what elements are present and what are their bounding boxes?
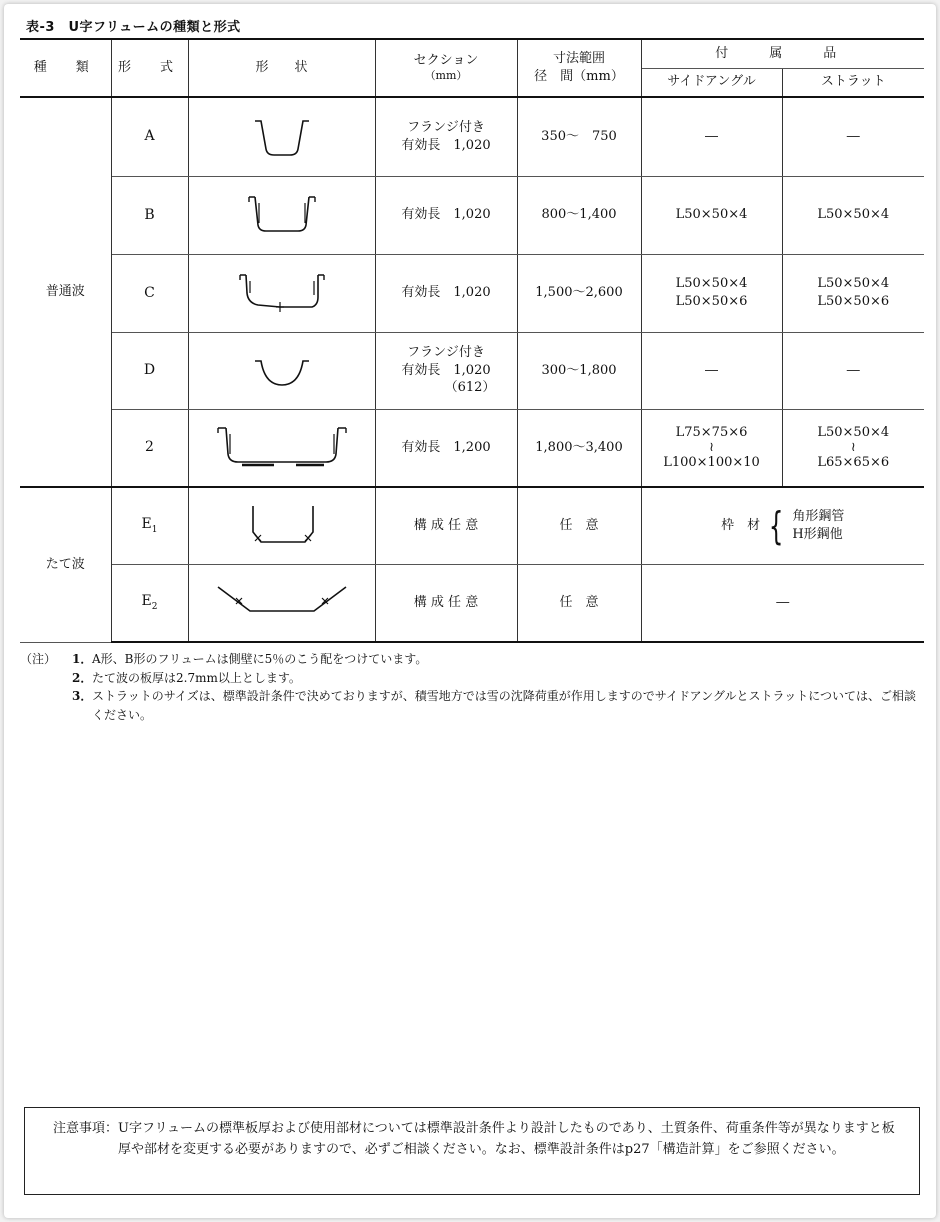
header-range-sub: 径 間（mm） xyxy=(534,69,624,84)
shape-e2-drawing xyxy=(212,581,352,625)
notice-box xyxy=(24,1107,920,1195)
header-strut: ストラット xyxy=(782,68,924,97)
section-a-line2: 有効長 1,020 xyxy=(401,137,491,153)
footnote-1 xyxy=(20,650,924,669)
footnote-1-text: A形、B形のフリュームは側壁に5％のこう配をつけています。 xyxy=(92,652,428,666)
side-angle-a: ― xyxy=(641,97,782,176)
section-2: 有効長 1,200 xyxy=(375,409,517,487)
model-a: A xyxy=(111,97,188,176)
section-d-line3: （612） xyxy=(444,380,496,396)
shape-e2-icon xyxy=(188,564,375,642)
strut-c-2: L50×50×6 xyxy=(817,294,890,309)
footnote-3-text: ストラットのサイズは、標準設計条件で決めておりますが、積雪地方では雪の沈降荷重が作用しますのでサイドアングルとストラットについては、ご相談ください。 xyxy=(92,689,917,722)
frame-option-1: 角形鋼管 xyxy=(792,509,845,525)
range-c: 1,500〜2,600 xyxy=(517,254,641,332)
shape-a-icon xyxy=(188,97,375,176)
section-a-line1: フランジ付き xyxy=(407,120,485,136)
header-side-angle: サイドアングル xyxy=(641,68,782,97)
model-e2: $E_2$ xyxy=(111,564,188,642)
footnote-2 xyxy=(20,669,924,688)
strut-d: ― xyxy=(782,332,924,409)
strut-2-1: L50×50×4 xyxy=(817,425,890,441)
section-b: 有効長 1,020 xyxy=(375,176,517,254)
section-e1: 構 成 任 意 xyxy=(375,487,517,564)
frame-options xyxy=(792,508,844,543)
side-angle-d: ― xyxy=(641,332,782,409)
accessory-e1 xyxy=(641,487,924,564)
section-c: 有効長 1,020 xyxy=(375,254,517,332)
shape-e1-drawing xyxy=(237,502,327,550)
footnote-2-num: 2． xyxy=(72,670,93,685)
side-angle-2-1: L75×75×6 xyxy=(675,425,748,441)
model-c: C xyxy=(111,254,188,332)
section-d xyxy=(375,332,517,409)
side-angle-2-2: L100×100×10 xyxy=(663,454,760,470)
shape-c-drawing xyxy=(232,271,332,315)
shape-c-icon xyxy=(188,254,375,332)
header-shape: 形 状 xyxy=(188,39,375,97)
brace-icon: { xyxy=(768,503,784,548)
shape-a-drawing xyxy=(247,115,317,159)
strut-c-1: L50×50×4 xyxy=(817,276,890,292)
side-angle-c-2: L50×50×6 xyxy=(675,294,748,309)
footnote-1-num: 1． xyxy=(72,652,93,666)
strut-2 xyxy=(782,409,924,487)
section-e2: 構 成 任 意 xyxy=(375,564,517,642)
side-angle-c-1: L50×50×4 xyxy=(675,276,748,292)
shape-d-icon xyxy=(188,332,375,409)
section-a xyxy=(375,97,517,176)
shape-2-icon xyxy=(188,409,375,487)
range-2: 1,800〜3,400 xyxy=(517,409,641,487)
frame-option-2: H形鋼他 xyxy=(792,526,843,542)
frame-label: 枠 材 xyxy=(721,517,761,533)
header-section xyxy=(375,39,517,97)
side-angle-2-range: ≀ xyxy=(709,439,714,455)
page xyxy=(4,4,936,1218)
accessory-e2: ― xyxy=(641,564,924,642)
model-d: D xyxy=(111,332,188,409)
shape-b-icon xyxy=(188,176,375,254)
shape-2-drawing xyxy=(212,424,352,472)
strut-b: L50×50×4 xyxy=(782,176,924,254)
model-e1: $E_1$ xyxy=(111,487,188,564)
model-2: 2 xyxy=(111,409,188,487)
table-caption: 表-3 U字フリュームの種類と形式 xyxy=(26,20,241,35)
strut-2-2: L65×65×6 xyxy=(817,454,890,470)
shape-d-drawing xyxy=(247,351,317,391)
category-normal-wave: 普通波 xyxy=(20,97,111,487)
header-section-label: セクション xyxy=(413,52,479,68)
strut-c xyxy=(782,254,924,332)
footnote-2-text: たて波の板厚は2.7mm以上とします。 xyxy=(92,670,301,685)
range-d: 300〜1,800 xyxy=(517,332,641,409)
footnote-label: （注） xyxy=(20,652,57,666)
footnote-3-num: 3． xyxy=(72,689,93,704)
footnote-3 xyxy=(20,687,924,724)
range-a: 350〜 750 xyxy=(517,97,641,176)
flume-spec-table xyxy=(20,38,924,643)
section-d-line2: 有効長 1,020 xyxy=(401,362,491,378)
notice-text: U字フリュームの標準板厚および使用部材については標準設計条件より設計したものであり、土質条件、荷重条件等が異なりますと板厚や部材を変更する必要がありますので、必ずご相談ください。なお、標準設計条件はp27「構造計算」をご参照ください。 xyxy=(118,1121,895,1158)
side-angle-b: L50×50×4 xyxy=(641,176,782,254)
header-section-unit: （mm） xyxy=(424,69,468,83)
footnotes xyxy=(20,650,924,724)
model-b: B xyxy=(111,176,188,254)
side-angle-c xyxy=(641,254,782,332)
notice-label: 注意事項： xyxy=(53,1121,119,1136)
shape-b-drawing xyxy=(240,193,324,237)
header-type: 種 類 xyxy=(20,39,111,97)
header-accessories: 付 属 品 xyxy=(641,39,924,68)
range-e2: 任 意 xyxy=(517,564,641,642)
side-angle-2 xyxy=(641,409,782,487)
range-b: 800〜1,400 xyxy=(517,176,641,254)
header-form: 形 式 xyxy=(111,39,188,97)
section-d-line1: フランジ付き xyxy=(407,345,485,361)
header-range-label: 寸法範囲 xyxy=(552,51,605,67)
strut-a: ― xyxy=(782,97,924,176)
frame-material xyxy=(642,503,925,548)
header-range xyxy=(517,39,641,97)
strut-2-range: ≀ xyxy=(850,439,856,455)
range-e1: 任 意 xyxy=(517,487,641,564)
category-vertical-wave: たて波 xyxy=(20,487,111,642)
shape-e1-icon xyxy=(188,487,375,564)
